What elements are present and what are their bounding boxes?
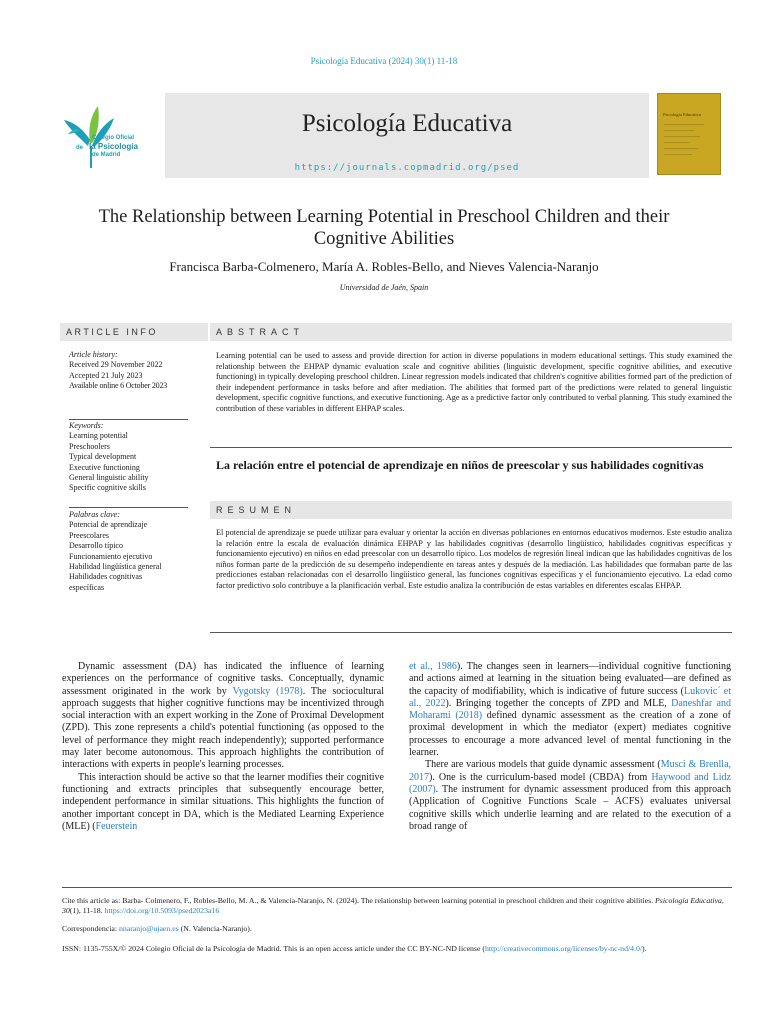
palabra: Potencial de aprendizaje — [69, 520, 148, 530]
divider — [210, 447, 732, 448]
palabra: Desarrollo típico — [69, 541, 123, 551]
keyword: Executive functioning — [69, 462, 140, 472]
journal-reference: Psicología Educativa (2024) 30(1) 11-18 — [310, 56, 458, 66]
email-link[interactable]: nnaranjo@ujaen.es — [118, 924, 179, 933]
logo-line1: Colegio Oficial — [92, 135, 135, 141]
logo-line2b: la Psicología — [89, 141, 138, 151]
keywords-label: Keywords: — [69, 421, 104, 430]
text: This interaction should be active so that the learner modifies their cognitive functioning and extracts principles that subsequently encourage better, independent performance in similar situations. This highlights the function of another important concept in DA, which is the Mediated Learning Experience (MLE) ( — [62, 771, 384, 832]
citation-link[interactable]: Lukovic´ et al., 2022 — [409, 685, 731, 709]
palabra: Funcionamiento ejecutivo — [69, 551, 153, 561]
paragraph — [409, 759, 731, 833]
body-column-right — [409, 661, 731, 833]
resumen-header: RESUMEN — [210, 501, 732, 519]
issn-license — [62, 944, 732, 954]
affiliation: Universidad de Jaén, Spain — [339, 283, 429, 292]
palabras-clave — [69, 510, 209, 593]
text: ). One is the curriculum-based model (CBDA) from — [429, 771, 652, 783]
keyword: Learning potential — [69, 431, 128, 441]
palabra: Habilidades cognitivas — [69, 572, 143, 582]
history-item: Available online 6 October 2023 — [69, 381, 168, 391]
text: (1), 11-18. — [69, 906, 105, 916]
text: There are various models that guide dynamic assessment ( — [425, 759, 661, 771]
text: . The instrument for dynamic assessment produced from this approach (Application of Cognitive Functions Scale – ACFS) evaluates universal cognitive skills which underlie learning and are related to the execution of a broad range of — [409, 783, 731, 832]
divider — [69, 507, 188, 508]
text: ). — [642, 944, 647, 953]
keyword: Typical development — [69, 452, 137, 462]
correspondence — [62, 924, 732, 934]
keyword: General linguistic ability — [69, 473, 149, 483]
abstract-header: ABSTRACT — [210, 323, 732, 341]
paragraph — [409, 661, 731, 759]
resumen-text: El potencial de aprendizaje se puede utilizar para evaluar y orientar la acción en diversas poblaciones en entornos educativos modernos. Este estudio analiza la relación entre la escala de evaluación dinámica EHPAP y las habilidades cognitivas (desarrollo lingüístico, habilidades cognitivas específicas y funcionamiento ejecutivo) en niños en edad preescolar con un desarrollo típico. Los modelos de regresión lineal indican que las habilidades cognitivas de los niños forman parte de la predicción de su desempeño independiente en tareas antes y después de la mediación. Las habilidades que formaban parte de las predicciones estaban relacionadas con el desarrollo lingüístico general, las funciones cognitivas específicas y el funcionamiento ejecutivo. La edad como factor predictivo solo contribuye a la planificación verbal. Este estudio analiza la contribución de estas variables en diferentes escalas EHPAP. — [216, 528, 732, 590]
palabra: Habilidad lingüística general — [69, 562, 162, 572]
article-info-header: ARTICLE INFO — [60, 323, 208, 341]
history-item: Received 29 November 2022 — [69, 360, 163, 370]
keyword: Specific cognitive skills — [69, 483, 146, 493]
spanish-title: La relación entre el potencial de aprendizaje en niños de preescolar y sus habilidades cognitivas — [216, 458, 704, 472]
paragraph — [62, 772, 384, 833]
text: ISSN: 1135-755X/© 2024 Colegio Oficial de la Psicología de Madrid. This is an open access article under the CC BY-NC-ND license ( — [62, 944, 485, 953]
doi-link[interactable]: https://doi.org/10.5093/psed2023a16 — [104, 906, 220, 916]
text: ). Bringing together the concepts of ZPD and MLE, — [445, 697, 672, 709]
text: defined dynamic assessment as the creation of a zone of proximal development in which the mediator (expert) mediates cognitive processes to encourage a more advanced level of mental functioning in the learner. — [409, 710, 731, 759]
authors: Francisca Barba-Colmenero, María A. Robles-Bello, and Nieves Valencia-Naranjo — [169, 259, 599, 274]
logo-line3: de Madrid — [92, 152, 121, 158]
text: Correspondencia: — [62, 924, 119, 933]
text: Dynamic assessment (DA) has indicated the influence of learning experiences on the performance of cognitive tasks. Conceptually, dynamic assessment originated in the work by — [62, 661, 384, 697]
logo-text — [76, 135, 138, 160]
keywords — [69, 421, 209, 494]
article-history — [69, 350, 209, 392]
license-link[interactable]: http://creativecommons.org/licenses/by-nc-nd/4.0/ — [484, 944, 643, 953]
journal-cover-thumbnail — [657, 93, 721, 175]
citation-link[interactable]: Vygotsky (1978) — [232, 685, 303, 697]
divider — [210, 632, 732, 633]
citation-link[interactable]: Feuerstein — [95, 820, 138, 832]
citation-link[interactable]: Daneshfar and Moharami (2018) — [409, 697, 731, 722]
citation-note — [62, 896, 732, 916]
paper-title-line1: The Relationship between Learning Potential in Preschool Children and their — [98, 207, 670, 227]
paper-title-line2: Cognitive Abilities — [313, 229, 455, 249]
text: (N. Valencia-Naranjo). — [178, 924, 252, 933]
journal-url[interactable]: https://journals.copmadrid.org/psed — [294, 163, 520, 173]
text: ). The changes seen in learners—individual cognitive functioning and actions aimed at learning in the situation being evaluated—are defined as the capacity of modifiability, which is indicative of future success ( — [409, 661, 731, 697]
history-label: Article history: — [69, 350, 118, 359]
logo-line2a: de — [76, 144, 84, 151]
citation-link[interactable]: et al., 1986 — [409, 661, 457, 672]
abstract-text: Learning potential can be used to assess and provide direction for action in diverse populations in modern educational settings. This study examined the relationship between the EHPAP dynamic evaluation scale and cognitive abilities (linguistic development, specific cognitive abilities, and executive functioning) in typically developing preschool children. Linear regression models indicated that children's cognitive abilities formed part of the prediction of their independent performance in tasks before and after mediation. The abilities that formed part of the predictions were related to general linguistic development, specific cognitive functions, and executive functioning. Age as a predictive factor only contributed to verbal planning. This study examined the contribution of these variables in different EHPAP scales. — [216, 351, 732, 413]
text: . The sociocultural approach suggests that higher cognitive functions may be incentivized through social interaction with an expert working in the Zone of Proximal Development (ZPD). This zone represents a child's potential functioning (as opposed to the level of performance they might reach independently); supported performance may later become autonomous. This approach highlights the contribution of interactions with experts in people's learning processes. — [62, 685, 384, 771]
footer-divider — [62, 887, 732, 888]
citation-link[interactable]: Haywood and Lidz (2007) — [409, 771, 731, 795]
divider — [69, 419, 188, 420]
journal-title: Psicología Educativa — [301, 110, 513, 137]
palabra: específicas — [69, 582, 105, 592]
citation-link[interactable]: Musci & Brenlla, 2017 — [409, 759, 732, 783]
body-column-left — [62, 661, 384, 833]
palabra: Preescolares — [69, 530, 109, 540]
paragraph — [62, 661, 384, 772]
text: Cite this article as: Barba- Colmenero, F., Robles-Bello, M. A., & Valencia-Naranjo, N. (2024). The relationship between learning potential in preschool children and their cognitive abilities. — [62, 896, 656, 905]
keyword: Preschoolers — [69, 441, 110, 451]
palabras-label: Palabras clave: — [69, 510, 120, 519]
journal-name: Psicología Educativa, 30 — [62, 896, 724, 916]
cover-title: Psicología Educativa — [663, 112, 701, 117]
paper-title — [60, 206, 708, 250]
history-item: Accepted 21 July 2023 — [69, 370, 143, 380]
